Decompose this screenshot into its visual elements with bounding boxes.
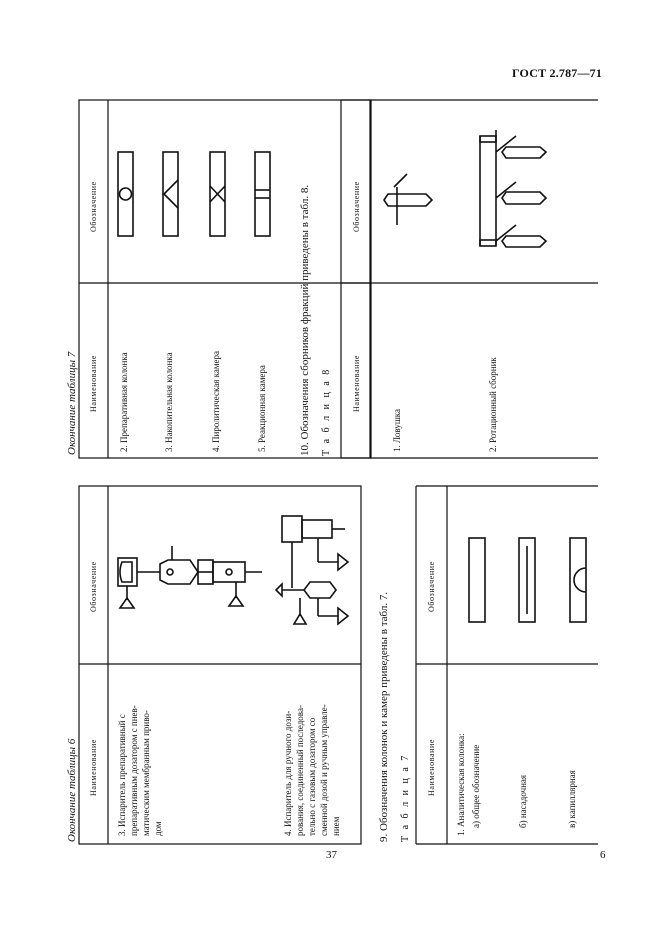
- t7-row-1c-label: в) капиллярная: [567, 770, 577, 828]
- caption-table-7-end: Окончание таблицы 7: [66, 351, 78, 455]
- evaporator-preparative-symbol: [118, 546, 262, 608]
- section-9-title: 9. Обозначения колонок и камер приведены в табл. 7.: [378, 591, 390, 842]
- t7-col-symbol-header: Обозначение: [427, 561, 436, 612]
- t8-row-1-label: 1. Ловушка: [392, 409, 402, 452]
- accumulating-column-symbol: [163, 152, 178, 236]
- table-8-frame: [341, 100, 598, 458]
- t7end-row-2-label: 2. Препаративная колонка: [119, 352, 129, 452]
- table-8-label: Т а б л и ц а 8: [321, 367, 332, 456]
- t6end-row-4-line-4: сменной дозой и ручным управле-: [319, 704, 329, 836]
- preparative-column-symbol: [118, 152, 133, 236]
- reaction-chamber-symbol: [255, 152, 270, 236]
- t7end-row-4-label: 4. Пиролитическая камера: [211, 350, 221, 452]
- t6end-row-4-line-1: 4. Испаритель для ручного дози-: [283, 710, 293, 836]
- evaporator-manual-symbol: [276, 516, 348, 624]
- t6end-row-3-line-1: 3. Испаритель препаративный с: [117, 714, 127, 836]
- column-capillary-symbol: [570, 538, 586, 622]
- standard-header: ГОСТ 2.787—71: [512, 66, 603, 80]
- t6end-row-4-text: [282, 668, 342, 836]
- t7-row-1b-label: б) насадочная: [518, 774, 528, 828]
- t8-col-symbol-header: Обозначение: [352, 181, 361, 232]
- t7-row-1-label: 1. Аналитическая колонка:: [456, 733, 466, 836]
- t7end-col-symbol-header: Обозначение: [89, 181, 98, 232]
- t6end-row-4-line-2: рования, соединенный последова-: [295, 705, 305, 836]
- t6end-row-4-line-5: нием: [331, 816, 341, 836]
- caption-table-6-end: Окончание таблицы 6: [66, 738, 78, 842]
- t6end-row-3-line-2: препаративным дозатором с пнев-: [129, 705, 139, 836]
- t8-row-2-label: 2. Ротационный сборник: [488, 357, 498, 452]
- t7-row-1a-label: а) общее обозначение: [471, 744, 481, 828]
- t7end-row-5-label: 5. Реакционная камера: [257, 365, 267, 452]
- pyrolytic-chamber-symbol: [210, 152, 225, 236]
- page-number-right: 6: [600, 849, 606, 861]
- t7end-row-3-label: 3. Накопительная колонка: [164, 352, 174, 452]
- column-general-symbol: [469, 538, 485, 622]
- trap-symbol: [384, 174, 432, 225]
- t6end-row-3-line-3: матическим мембранным приво-: [141, 710, 151, 836]
- t6end-row-3-text: [116, 668, 164, 836]
- t7-col-name-header: Наименование: [427, 738, 436, 796]
- table-7-label: Т а б л и ц а 7: [400, 753, 411, 842]
- t8-col-name-header: Наименование: [352, 354, 361, 412]
- t6end-row-3-line-4: дом: [153, 821, 163, 836]
- t7end-col-name-header: Наименование: [89, 354, 98, 412]
- page-number-left: 37: [326, 849, 337, 861]
- column-packed-symbol: [519, 538, 535, 622]
- t6end-col-name-header: Наименование: [89, 738, 98, 796]
- rotary-collector-symbol: [480, 130, 546, 247]
- t6end-col-symbol-header: Обозначение: [89, 561, 98, 612]
- t6end-row-4-line-3: тельно с газовым дозатором со: [307, 717, 317, 836]
- section-10-title: 10. Обозначения сборников фракций приведены в табл. 8.: [299, 184, 311, 456]
